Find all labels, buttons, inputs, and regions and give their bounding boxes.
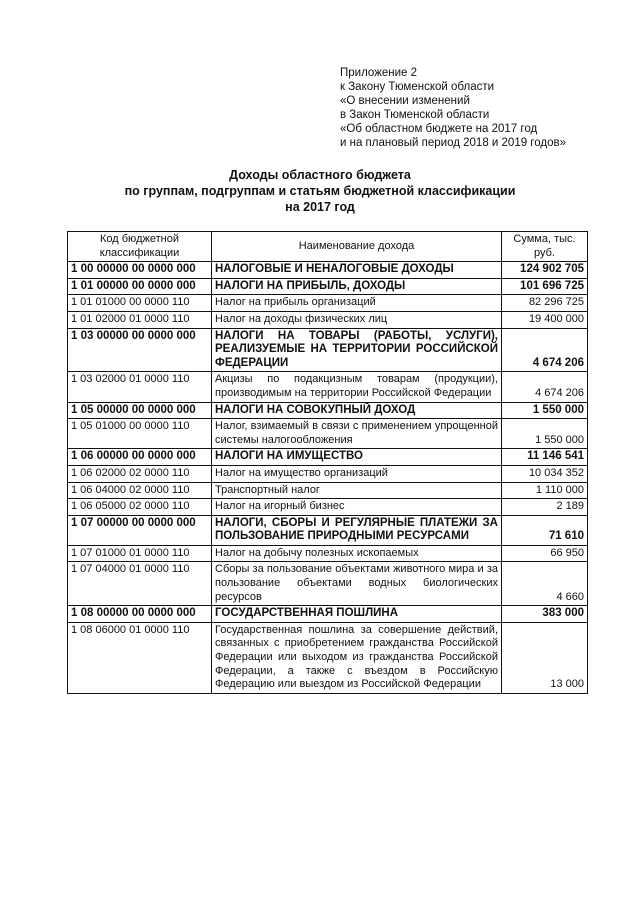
sum-cell: 66 950 xyxy=(502,545,588,562)
title-line: на 2017 год xyxy=(285,200,355,214)
sum-cell: 19 400 000 xyxy=(502,311,588,328)
document-title xyxy=(0,167,640,215)
name-cell: Налог на прибыль организаций xyxy=(212,295,502,312)
sum-cell: 4 674 206 xyxy=(502,372,588,402)
name-cell: Государственная пошлина за совершение действий, связанных с приобретением гражданства Российской Федерации или выходом из гражданства Российской Федерации, а также с въездом в Российскую Федерацию или выездом из Российской Федерации xyxy=(212,622,502,693)
sum-cell: 4 660 xyxy=(502,562,588,606)
table-row xyxy=(68,372,588,402)
sum-cell: 1 110 000 xyxy=(502,482,588,499)
table-row xyxy=(68,295,588,312)
table-row xyxy=(68,262,588,279)
table-row xyxy=(68,311,588,328)
sum-cell: 1 550 000 xyxy=(502,402,588,419)
sum-cell: 10 034 352 xyxy=(502,465,588,482)
sum-cell: 4 674 206 xyxy=(502,328,588,372)
name-cell: Налог на добычу полезных ископаемых xyxy=(212,545,502,562)
table-row xyxy=(68,278,588,295)
table-row xyxy=(68,482,588,499)
code-cell: 1 06 04000 02 0000 110 xyxy=(68,482,212,499)
name-cell: Налог на доходы физических лиц xyxy=(212,311,502,328)
sum-cell: 11 146 541 xyxy=(502,449,588,466)
code-cell: 1 05 01000 00 0000 110 xyxy=(68,419,212,449)
code-cell: 1 01 01000 00 0000 110 xyxy=(68,295,212,312)
name-cell: НАЛОГИ, СБОРЫ И РЕГУЛЯРНЫЕ ПЛАТЕЖИ ЗА ПОЛЬЗОВАНИЕ ПРИРОДНЫМИ РЕСУРСАМИ xyxy=(212,515,502,545)
name-cell: Акцизы по подакцизным товарам (продукции), производимым на территории Российской Федерации xyxy=(212,372,502,402)
code-cell: 1 03 00000 00 0000 000 xyxy=(68,328,212,372)
code-cell: 1 01 00000 00 0000 000 xyxy=(68,278,212,295)
code-cell: 1 06 00000 00 0000 000 xyxy=(68,449,212,466)
table-row xyxy=(68,606,588,623)
table-row xyxy=(68,449,588,466)
table-row xyxy=(68,562,588,606)
sum-cell: 124 902 705 xyxy=(502,262,588,279)
appendix-line: в Закон Тюменской области xyxy=(340,109,490,121)
appendix-line: Приложение 2 xyxy=(340,67,418,79)
code-cell: 1 03 02000 01 0000 110 xyxy=(68,372,212,402)
appendix-line: и на плановый период 2018 и 2019 годов» xyxy=(340,137,566,149)
name-cell: Налог на имущество организаций xyxy=(212,465,502,482)
table-row xyxy=(68,499,588,516)
code-cell: 1 00 00000 00 0000 000 xyxy=(68,262,212,279)
name-cell: ГОСУДАРСТВЕННАЯ ПОШЛИНА xyxy=(212,606,502,623)
name-cell: Налог, взимаемый в связи с применением упрощенной системы налогообложения xyxy=(212,419,502,449)
sum-cell: 101 696 725 xyxy=(502,278,588,295)
name-cell: Сборы за пользование объектами животного мира и за пользование объектами водных биологических ресурсов xyxy=(212,562,502,606)
header-sum: Сумма, тыс. руб. xyxy=(502,232,588,262)
table-row xyxy=(68,328,588,372)
sum-cell: 1 550 000 xyxy=(502,419,588,449)
sum-cell: 71 610 xyxy=(502,515,588,545)
name-cell: Транспортный налог xyxy=(212,482,502,499)
table-header-row xyxy=(68,232,588,262)
code-cell: 1 05 00000 00 0000 000 xyxy=(68,402,212,419)
table-row xyxy=(68,545,588,562)
table-row xyxy=(68,419,588,449)
code-cell: 1 08 00000 00 0000 000 xyxy=(68,606,212,623)
code-cell: 1 07 01000 01 0000 110 xyxy=(68,545,212,562)
sum-cell: 2 189 xyxy=(502,499,588,516)
sum-cell: 82 296 725 xyxy=(502,295,588,312)
sum-cell: 383 000 xyxy=(502,606,588,623)
code-cell: 1 08 06000 01 0000 110 xyxy=(68,622,212,693)
code-cell: 1 06 02000 02 0000 110 xyxy=(68,465,212,482)
code-cell: 1 06 05000 02 0000 110 xyxy=(68,499,212,516)
name-cell: НАЛОГИ НА ТОВАРЫ (РАБОТЫ, УСЛУГИ), РЕАЛИЗУЕМЫЕ НА ТЕРРИТОРИИ РОССИЙСКОЙ ФЕДЕРАЦИИ xyxy=(212,328,502,372)
appendix-line: «Об областном бюджете на 2017 год xyxy=(340,123,538,135)
code-cell: 1 07 00000 00 0000 000 xyxy=(68,515,212,545)
revenue-table xyxy=(67,231,588,694)
name-cell: НАЛОГИ НА ПРИБЫЛЬ, ДОХОДЫ xyxy=(212,278,502,295)
name-cell: НАЛОГИ НА ИМУЩЕСТВО xyxy=(212,449,502,466)
name-cell: НАЛОГОВЫЕ И НЕНАЛОГОВЫЕ ДОХОДЫ xyxy=(212,262,502,279)
header-name: Наименование дохода xyxy=(212,232,502,262)
title-line: по группам, подгруппам и статьям бюджетной классификации xyxy=(124,184,516,198)
title-line: Доходы областного бюджета xyxy=(229,168,411,182)
appendix-note xyxy=(340,66,630,150)
code-cell: 1 07 04000 01 0000 110 xyxy=(68,562,212,606)
sum-cell: 13 000 xyxy=(502,622,588,693)
code-cell: 1 01 02000 01 0000 110 xyxy=(68,311,212,328)
name-cell: НАЛОГИ НА СОВОКУПНЫЙ ДОХОД xyxy=(212,402,502,419)
table-row xyxy=(68,402,588,419)
table-row xyxy=(68,515,588,545)
header-code: Код бюджетной классификации xyxy=(68,232,212,262)
table-row xyxy=(68,622,588,693)
table-row xyxy=(68,465,588,482)
appendix-line: «О внесении изменений xyxy=(340,95,470,107)
appendix-line: к Закону Тюменской области xyxy=(340,81,495,93)
name-cell: Налог на игорный бизнес xyxy=(212,499,502,516)
